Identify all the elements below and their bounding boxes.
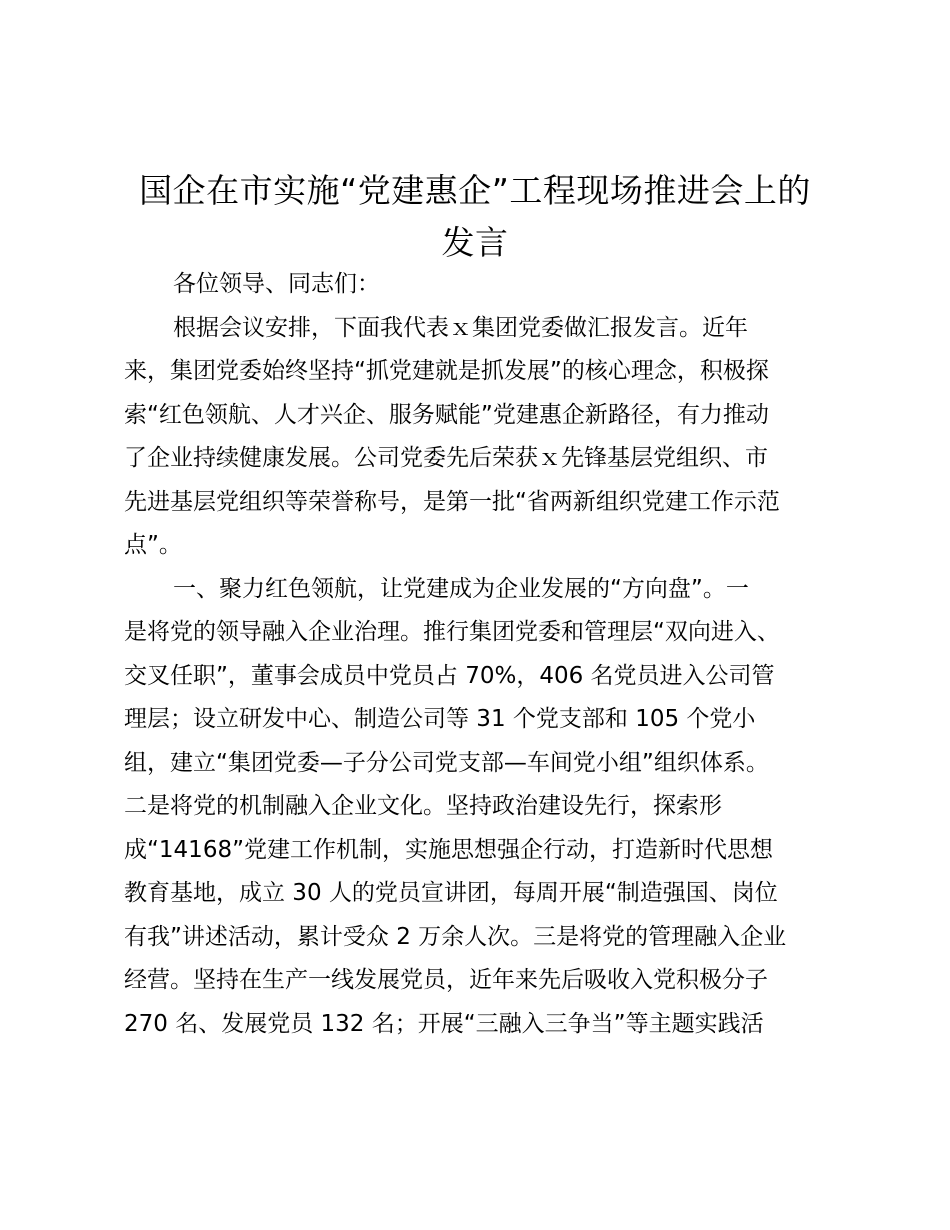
paragraph-line: 来，集团党委始终坚持“抓党建就是抓发展”的核心理念，积极探 (124, 358, 769, 384)
title-line-2: 发言 (441, 223, 509, 262)
paragraph-line: 二是将党的机制融入企业文化。坚持政治建设先行，探索形 (124, 793, 722, 819)
paragraph-line: 一、聚力红色领航，让党建成为企业发展的“方向盘”。一 (173, 575, 749, 602)
paragraph-line: 交叉任职”，董事会成员中党员占 70%，406 名党员进入公司管 (124, 662, 775, 689)
paragraph-line: 组，建立“集团党委—子分公司党支部—车间党小组”组织体系。 (124, 749, 769, 776)
title-line-1: 国企在市实施“党建惠企”工程现场推进会上的 (139, 171, 811, 210)
page-title (120, 165, 830, 269)
paragraph-line: 有我”讲述活动，累计受众 2 万余人次。三是将党的管理融入企业 (124, 923, 787, 950)
paragraph-intro (124, 307, 836, 568)
paragraph-line: 了企业持续健康发展。公司党委先后荣获ｘ先锋基层党组织、市 (124, 445, 768, 471)
paragraph-section-1 (124, 568, 836, 1047)
paragraph-line: 根据会议安排，下面我代表ｘ集团党委做汇报发言。近年 (173, 314, 748, 341)
salutation: 各位领导、同志们： (173, 271, 380, 297)
document-body (124, 263, 836, 1046)
paragraph-line: 索“红色领航、人才兴企、服务赋能”党建惠企新路径，有力推动 (124, 401, 769, 428)
paragraph-line: 是将党的领导融入企业治理。推行集团党委和管理层“双向进入、 (124, 619, 780, 645)
paragraph-line: 经营。坚持在生产一线发展党员，近年来先后吸收入党积极分子 (124, 967, 768, 993)
paragraph-line: 理层；设立研发中心、制造公司等 31 个党支部和 105 个党小 (124, 706, 756, 732)
paragraph-line: 先进基层党组织等荣誉称号，是第一批“省两新组织党建工作示范 (124, 488, 780, 515)
paragraph-line: 教育基地，成立 30 人的党员宣讲团，每周开展“制造强国、岗位 (124, 880, 778, 906)
paragraph-line: 270 名、发展党员 132 名；开展“三融入三争当”等主题实践活 (124, 1010, 764, 1037)
paragraph-line: 点”。 (124, 532, 182, 558)
paragraph-line: 成“14168”党建工作机制，实施思想强企行动，打造新时代思想 (124, 836, 773, 863)
